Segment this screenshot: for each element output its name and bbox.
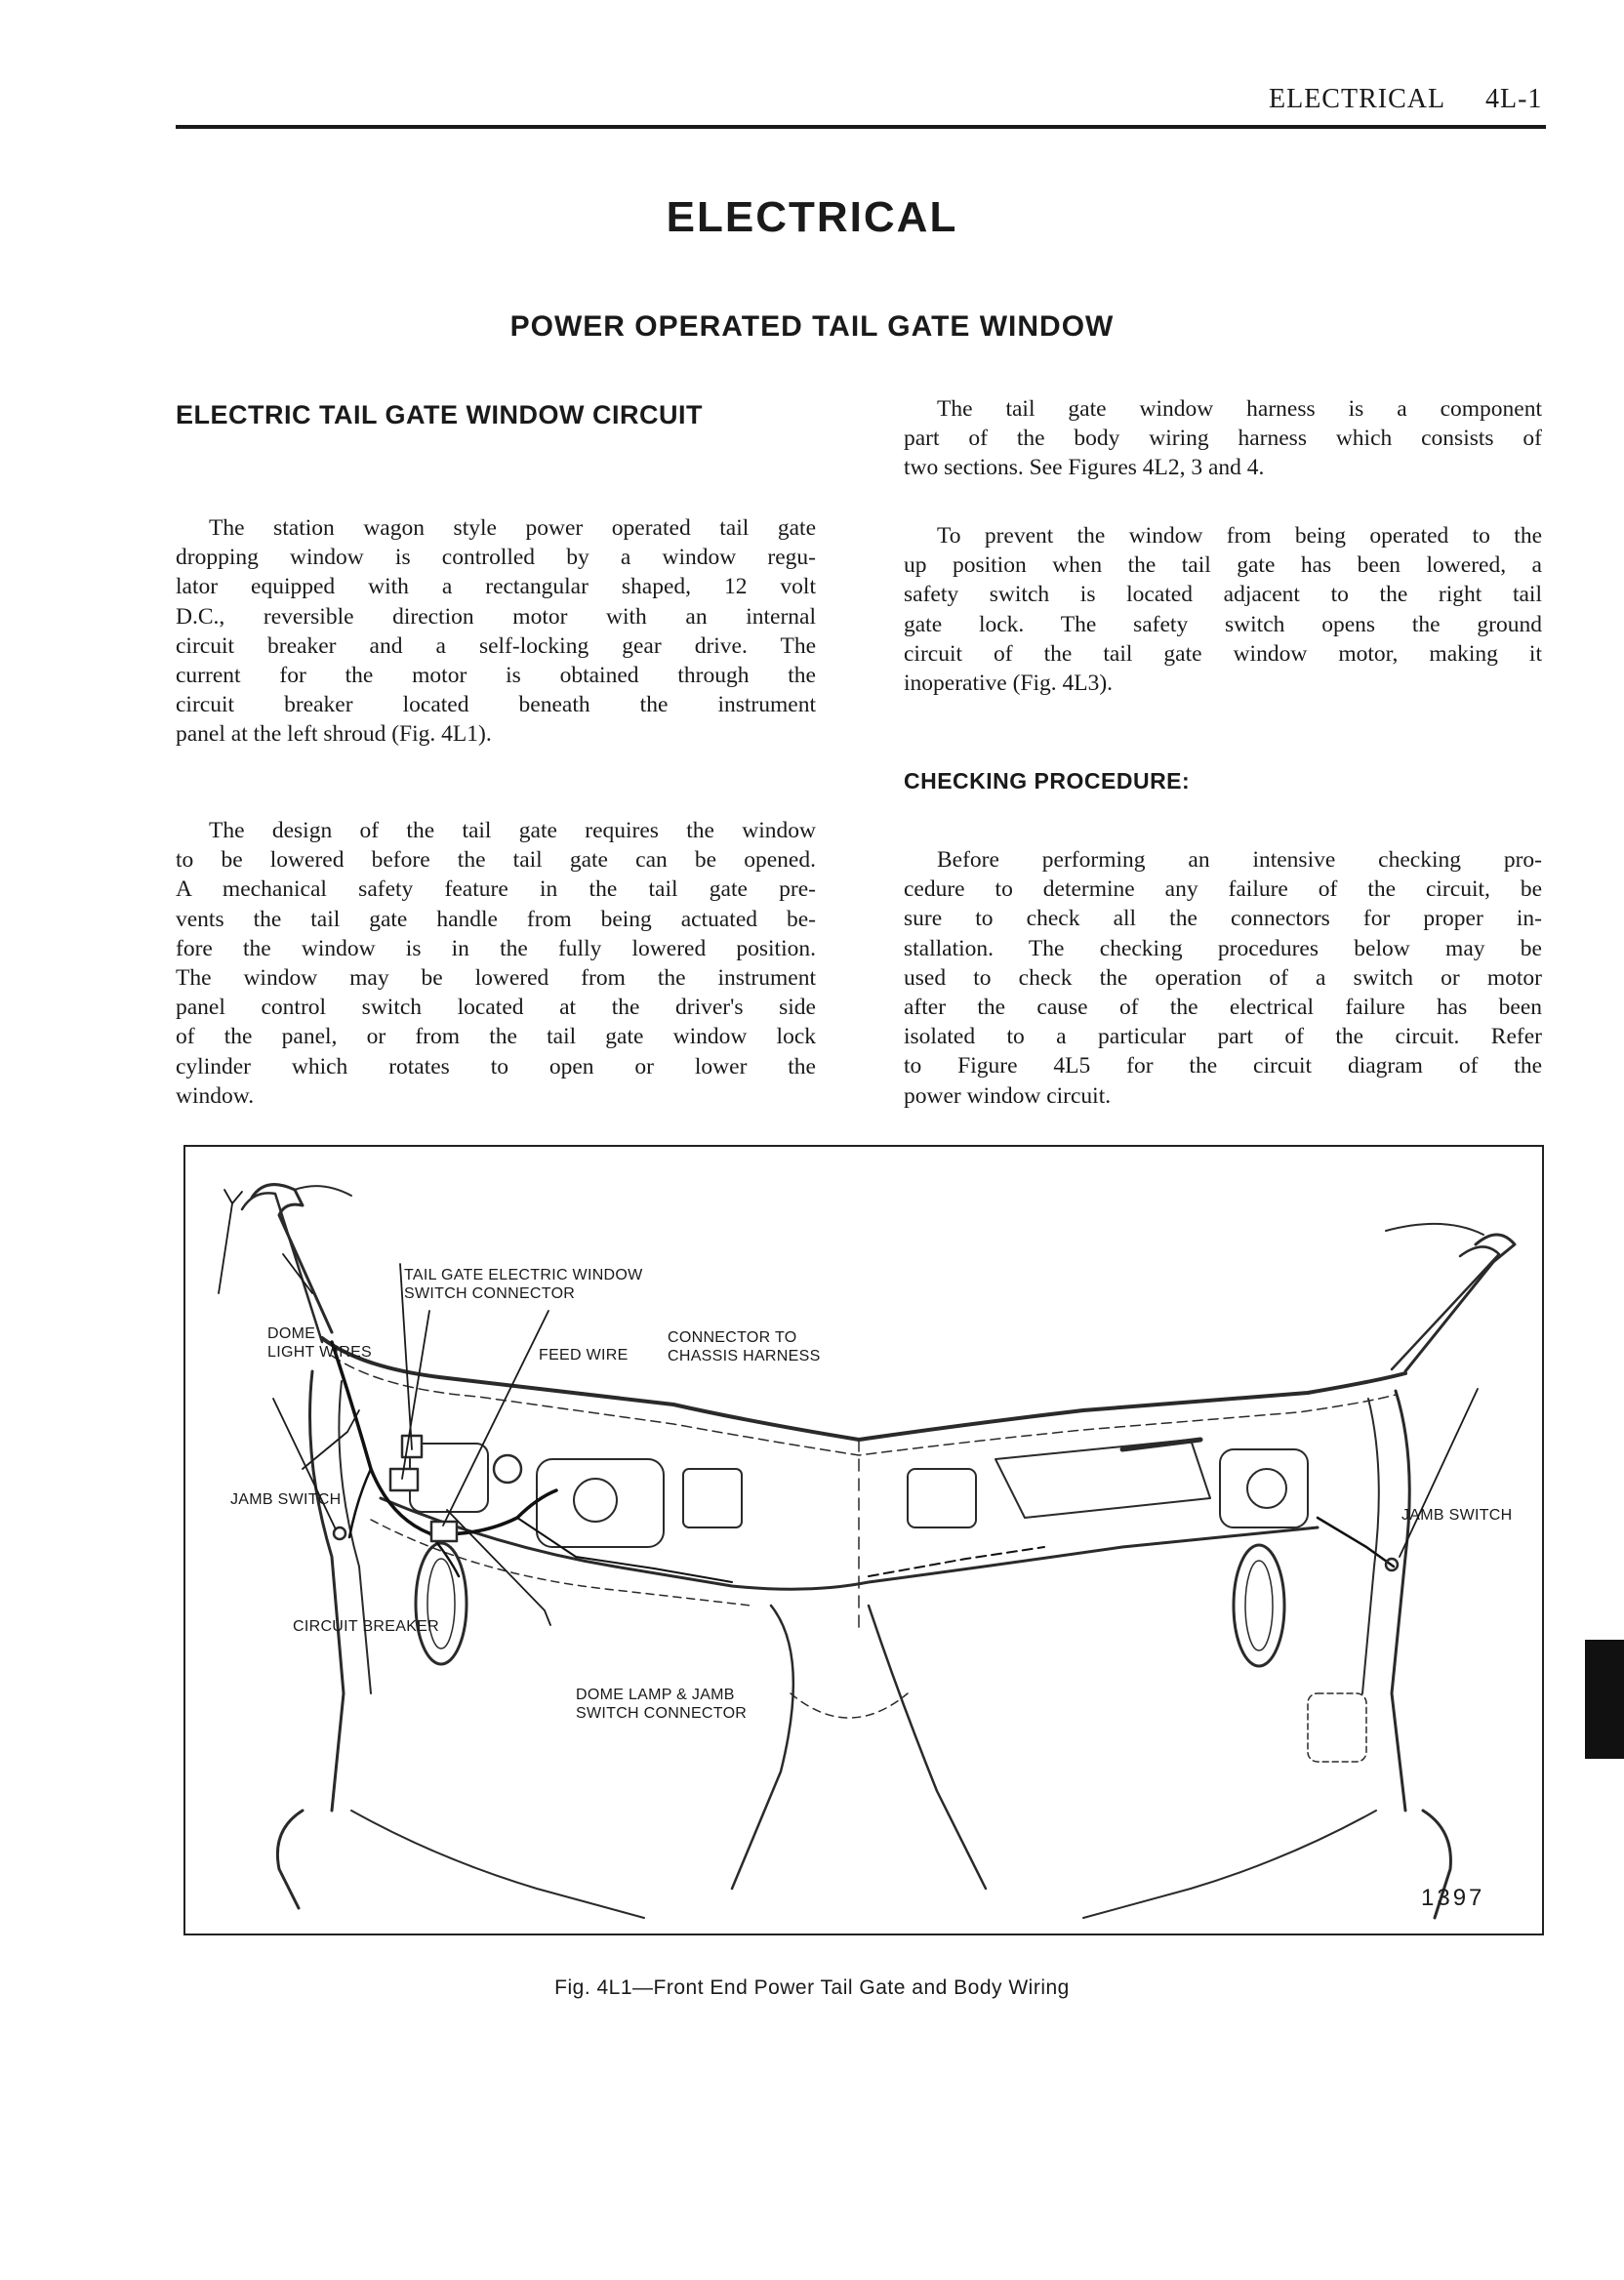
- checking-procedure-heading: CHECKING PROCEDURE:: [904, 768, 1191, 794]
- text-line: circuit breaker and a self-locking gear drive. The: [176, 632, 816, 659]
- text-line: Before performing an intensive checking pro-: [937, 847, 1542, 873]
- floor-tunnel: [732, 1606, 793, 1889]
- wiring-harness: [332, 1342, 556, 1534]
- text-line: power window circuit.: [904, 1082, 1112, 1109]
- callout-dome-light-wires: [267, 1324, 372, 1362]
- header-rule: [176, 125, 1546, 129]
- text-line: window.: [176, 1082, 255, 1109]
- paragraph-tail-gate-design: [176, 816, 816, 1111]
- text-line: dropping window is controlled by a window regu-: [176, 545, 816, 571]
- paragraph-harness: [904, 394, 1542, 483]
- leader-jamb-switch-left: [273, 1399, 336, 1529]
- callout-feed-wire: FEED WIRE: [539, 1347, 629, 1364]
- callout-tail-gate-switch-connector: [404, 1266, 643, 1303]
- figure-caption: Fig. 4L1—Front End Power Tail Gate and Body Wiring: [554, 1976, 1070, 1999]
- text-line: panel control switch located at the driver's side: [176, 995, 816, 1021]
- page-title: ELECTRICAL: [666, 193, 958, 241]
- callout-line: CONNECTOR TO: [668, 1329, 797, 1346]
- callout-line: LIGHT WIRES: [267, 1344, 373, 1361]
- section-subtitle: POWER OPERATED TAIL GATE WINDOW: [509, 310, 1115, 343]
- callout-line: SWITCH CONNECTOR: [404, 1285, 576, 1302]
- text-line: The tail gate window harness is a component: [937, 396, 1542, 422]
- text-line: D.C., reversible direction motor with an internal: [176, 603, 816, 630]
- callout-line: CHASSIS HARNESS: [668, 1348, 821, 1364]
- leader-chassis-connector: [443, 1311, 548, 1526]
- text-line: The window may be lowered from the instrument: [176, 965, 816, 992]
- callout-jamb-switch-right: JAMB SWITCH: [1401, 1507, 1513, 1524]
- callout-jamb-switch-left: JAMB SWITCH: [230, 1491, 342, 1508]
- right-shroud: [1392, 1391, 1409, 1811]
- text-line: after the cause of the electrical failure has been: [904, 995, 1542, 1021]
- text-line: circuit of the tail gate window motor, making it: [904, 640, 1542, 667]
- text-line: A mechanical safety feature in the tail gate pre-: [176, 876, 816, 903]
- leader-dome-light-wires-2: [283, 1254, 312, 1293]
- callout-line: DOME: [267, 1325, 316, 1342]
- text-line: part of the body wiring harness which consists of: [904, 426, 1542, 452]
- text-line: The design of the tail gate requires the window: [209, 818, 816, 843]
- paragraph-station-wagon: [176, 513, 816, 750]
- text-line: current for the motor is obtained through the: [176, 663, 816, 689]
- left-windshield-pillar: [252, 1185, 332, 1332]
- text-line: safety switch is located adjacent to the right tail: [904, 582, 1542, 608]
- section-heading: ELECTRIC TAIL GATE WINDOW CIRCUIT: [176, 400, 703, 429]
- paragraph-safety-switch: [904, 521, 1542, 698]
- text-line: circuit breaker located beneath the instrument: [176, 692, 816, 718]
- leader-jamb-switch-right: [1400, 1389, 1478, 1557]
- callout-line: DOME LAMP & JAMB: [576, 1687, 735, 1703]
- text-line: two sections. See Figures 4L2, 3 and 4.: [904, 455, 1265, 481]
- callout-line: SWITCH CONNECTOR: [576, 1705, 748, 1722]
- left-vent: [494, 1455, 521, 1483]
- text-line: sure to check all the connectors for proper in-: [904, 906, 1542, 932]
- text-line: up position when the tail gate has been lowered, a: [904, 552, 1542, 579]
- page-number: 4L-1: [1485, 84, 1543, 114]
- text-line: stallation. The checking procedures below may be: [904, 935, 1542, 961]
- text-line: The station wagon style power operated tail gate: [209, 515, 816, 541]
- text-line: of the panel, or from the tail gate window lock: [176, 1024, 816, 1050]
- left-door-opening: [416, 1543, 467, 1664]
- wiring-illustration: [185, 1147, 1542, 1934]
- text-line: lator equipped with a rectangular shaped, 12 volt: [176, 574, 816, 600]
- text-line: To prevent the window from being operated to the: [937, 523, 1542, 549]
- text-line: fore the window is in the fully lowered position.: [176, 935, 816, 961]
- text-line: to Figure 4L5 for the circuit diagram of the: [904, 1053, 1542, 1079]
- figure-number: 1397: [1421, 1885, 1485, 1911]
- thumb-index-tab: [1585, 1640, 1624, 1759]
- callout-line: TAIL GATE ELECTRIC WINDOW: [404, 1267, 643, 1283]
- text-line: panel at the left shroud (Fig. 4L1).: [176, 721, 492, 748]
- callout-dome-lamp-jamb-connector: [576, 1686, 747, 1723]
- text-line: cylinder which rotates to open or lower the: [176, 1053, 816, 1079]
- text-line: used to check the operation of a switch or motor: [904, 964, 1542, 991]
- leader-dome-light-wires: [219, 1203, 232, 1293]
- figure-front-end-wiring: [183, 1145, 1544, 1935]
- text-line: cedure to determine any failure of the circuit, be: [904, 876, 1542, 903]
- callout-connector-chassis-harness: [668, 1328, 821, 1365]
- text-line: isolated to a particular part of the circuit. Refer: [904, 1024, 1542, 1050]
- text-line: vents the tail gate handle from being actuated be-: [176, 906, 816, 932]
- right-door-opening: [1234, 1545, 1284, 1666]
- instrument-panel-top: [322, 1338, 1405, 1440]
- paragraph-checking-procedure: [904, 845, 1542, 1111]
- text-line: inoperative (Fig. 4L3).: [904, 671, 1114, 697]
- text-line: gate lock. The safety switch opens the ground: [904, 611, 1542, 637]
- text-line: to be lowered before the tail gate can be opened.: [176, 847, 816, 874]
- callout-circuit-breaker: CIRCUIT BREAKER: [293, 1618, 440, 1635]
- running-head-section: ELECTRICAL: [1269, 84, 1446, 114]
